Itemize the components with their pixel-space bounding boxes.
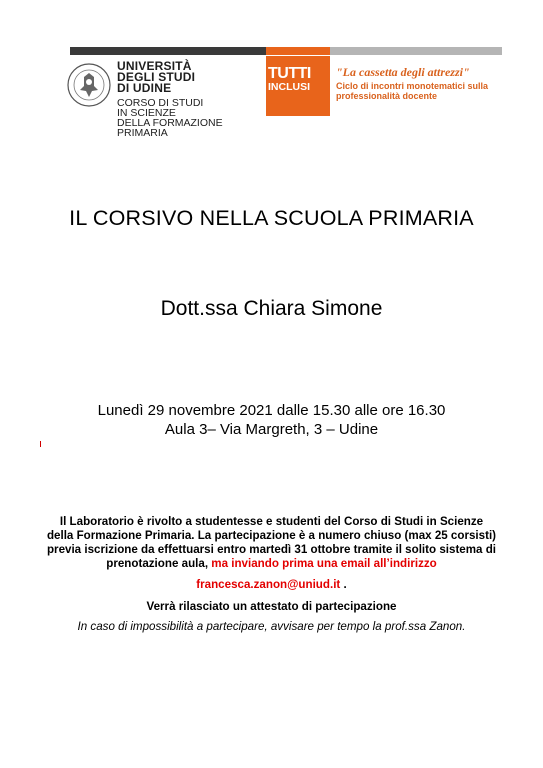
university-name [117,61,195,94]
course-name-line: PRIMARIA [117,127,168,139]
university-name-line: UNIVERSITÀ [117,59,192,73]
info-line-text: prenotazione aula, [106,557,212,570]
series-subtitle-line: professionalità docente [336,91,438,101]
university-seal-icon [66,62,112,108]
info-line: della Formazione Primaria. La partecipazione è a numero chiuso (max 25 corsisti) [46,529,497,542]
speaker-name: Dott.ssa Chiara Simone [160,297,383,320]
info-line [0,557,543,571]
series-subtitle [336,81,506,101]
info-line: Il Laboratorio è rivolto a studentesse e studenti del Corso di Studi in Scienze [59,515,484,528]
course-name-line: IN SCIENZE [117,107,176,119]
series-subtitle-line: Ciclo di incontri monotematici sulla [336,81,489,91]
info-line-highlight: ma inviando prima una email all’indirizzo [211,557,437,570]
page-title: IL CORSIVO NELLA SCUOLA PRIMARIA [69,206,474,230]
contact-email-link[interactable]: francesca.zanon@uniud.it [196,578,341,591]
course-name-line: CORSO DI STUDI [117,97,204,109]
tutti-text: TUTTI [268,65,311,82]
header-bar-gray [330,47,502,55]
header-bar-dark [70,47,266,55]
info-line: previa iscrizione da effettuarsi entro martedì 31 ottobre tramite il solito sistema di [46,543,497,556]
university-name-line: DEGLI STUDI [117,70,196,84]
course-name-line: DELLA FORMAZIONE [117,117,223,129]
info-paragraph [0,515,543,571]
header-bar-orange [266,47,330,55]
certificate-note: Verrà rilasciato un attestato di partecipazione [146,600,397,613]
email-suffix: . [340,578,347,591]
red-mark [40,441,41,447]
tutti-inclusi-text [268,66,311,94]
university-name-line: DI UDINE [117,81,172,95]
contact-email-line [0,578,543,591]
series-title: "La cassetta degli attrezzi" [336,65,470,79]
event-location: Aula 3– Via Margreth, 3 – Udine [164,421,379,438]
inclusi-text: INCLUSI [268,81,310,93]
event-details [0,401,543,439]
course-name [117,98,223,138]
cancellation-note: In caso di impossibilità a partecipare, avvisare per tempo la prof.ssa Zanon. [77,620,466,633]
event-date: Lunedì 29 novembre 2021 dalle 15.30 alle ore 16.30 [97,402,446,419]
